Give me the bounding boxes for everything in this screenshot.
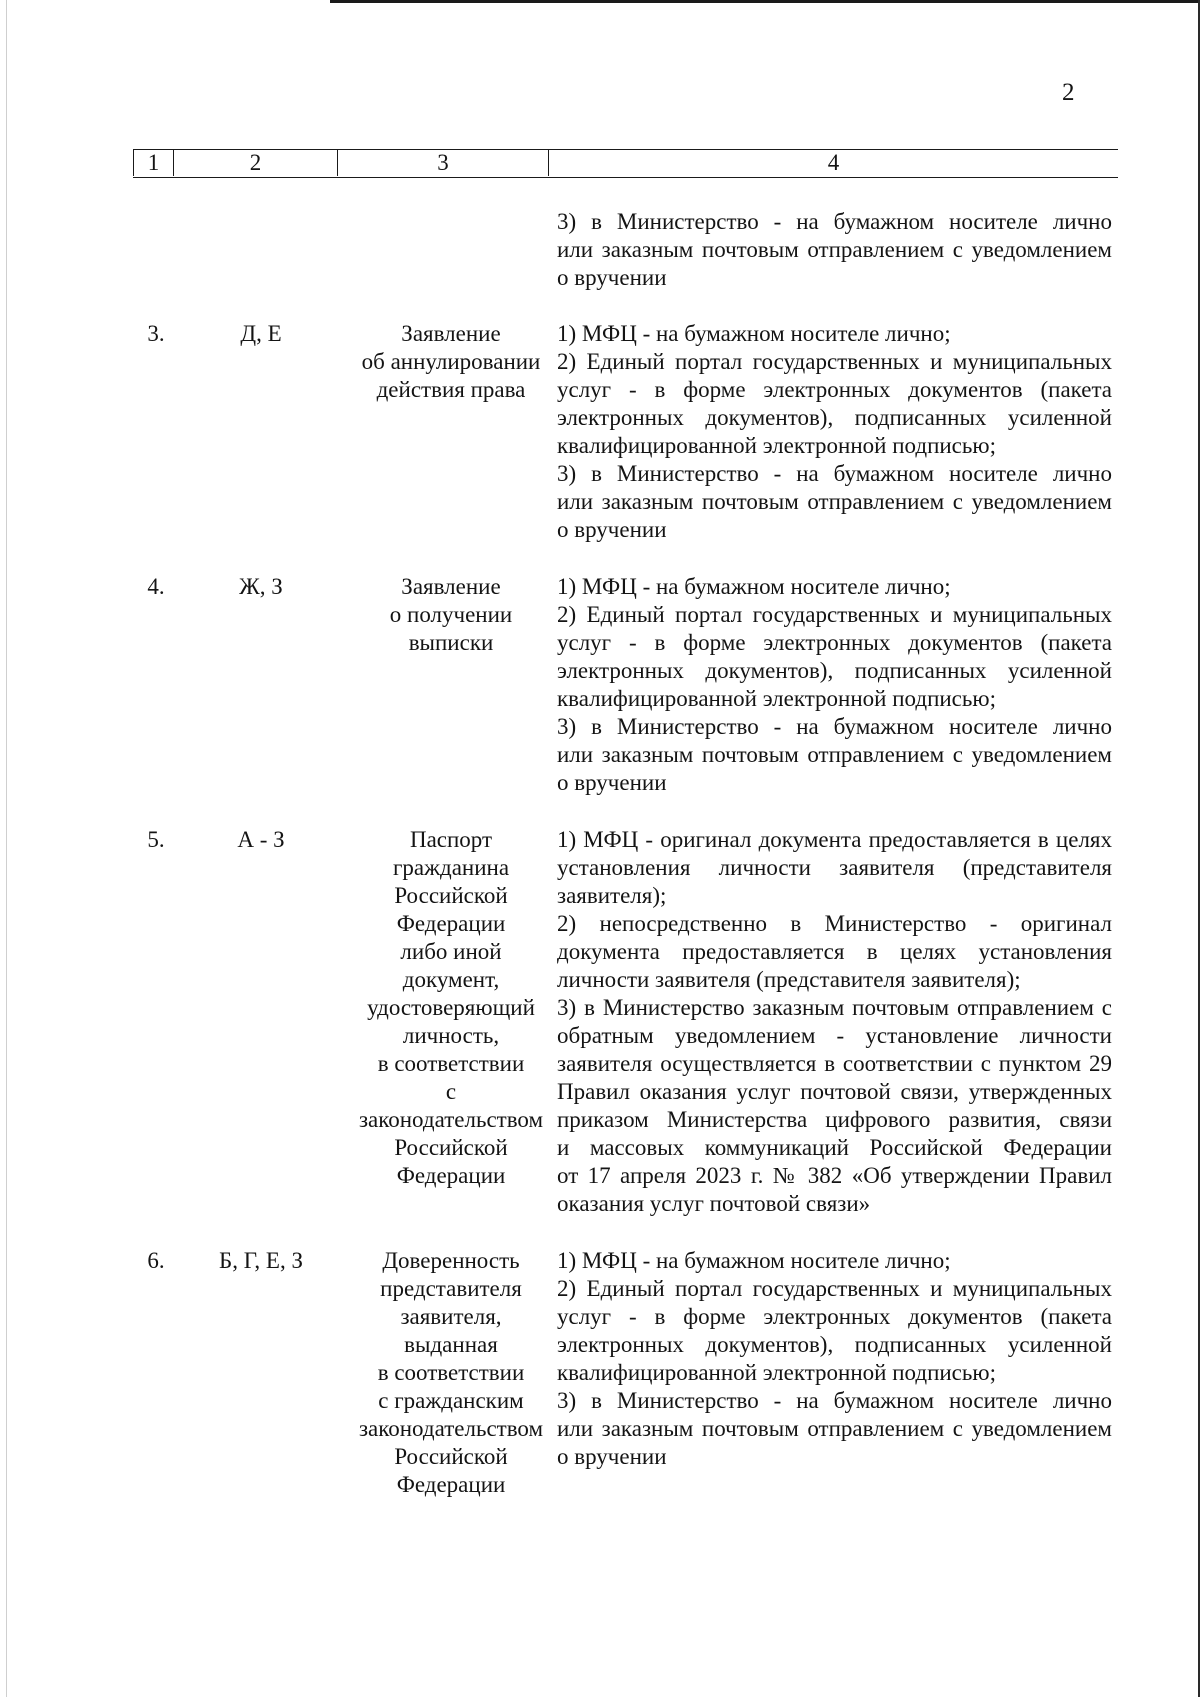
doc-line: законодательством — [358, 1416, 544, 1441]
doc-line: Заявление — [401, 321, 501, 346]
method-line: 1) МФЦ - на бумажном носителе лично; — [557, 321, 951, 346]
method-line: 2) Единый портал государственных и муниципальных — [557, 1276, 1112, 1301]
row-4-letters: Ж, З — [239, 574, 283, 599]
method-line: услуг - в форме электронных документов (пакета — [557, 1304, 1112, 1329]
method-line: квалифицированной электронной подписью; — [557, 1360, 996, 1385]
header-col-2: 2 — [173, 150, 337, 176]
row-3-number: 3. — [147, 321, 165, 346]
method-line: и массовых коммуникаций Российской Федерации — [557, 1135, 1112, 1160]
doc-line: Российской — [394, 883, 508, 908]
doc-line: документ, — [402, 967, 500, 992]
row-6-method — [557, 1247, 1112, 1471]
method-line: 3) в Министерство - на бумажном носителе лично — [557, 714, 1112, 739]
method-line: квалифицированной электронной подписью; — [557, 433, 996, 458]
doc-line: Федерации — [396, 1163, 506, 1188]
method-line: обратным уведомлением - установление личности — [557, 1023, 1112, 1048]
method-line: 1) МФЦ - на бумажном носителе лично; — [557, 574, 951, 599]
doc-line: о получении — [389, 602, 513, 627]
method-line: приказом Министерства цифрового развития, связи — [557, 1107, 1112, 1132]
method-line: 3) в Министерство заказным почтовым отправлением с — [557, 995, 1112, 1020]
row-5-method — [557, 826, 1112, 1218]
method-line: или заказным почтовым отправлением с уведомлением — [557, 489, 1112, 514]
method-line: Правил оказания услуг почтовой связи, утвержденных — [557, 1079, 1112, 1104]
doc-line: Доверенность — [382, 1248, 520, 1273]
doc-line: Российской — [394, 1135, 508, 1160]
method-line: или заказным почтовым отправлением с уведомлением — [557, 742, 1112, 767]
method-line: услуг - в форме электронных документов (пакета — [557, 377, 1112, 402]
doc-line: Федерации — [396, 911, 506, 936]
doc-line: представителя — [380, 1276, 522, 1301]
doc-line: выписки — [408, 630, 494, 655]
method-line: электронных документов), подписанных усиленной — [557, 1332, 1112, 1357]
method-line: электронных документов), подписанных усиленной — [557, 405, 1112, 430]
method-line: о вручении — [557, 1444, 667, 1469]
doc-line: удостоверяющий — [367, 995, 535, 1020]
doc-line: с — [445, 1079, 457, 1104]
method-line: заявителя осуществляется в соответствии с пунктом 29 — [557, 1051, 1112, 1076]
doc-line: Заявление — [401, 574, 501, 599]
method-line: 1) МФЦ - на бумажном носителе лично; — [557, 1248, 951, 1273]
doc-line: с гражданским — [378, 1388, 524, 1413]
row-3-letters: Д, Е — [240, 321, 282, 346]
scan-edge-left — [6, 0, 7, 1697]
method-line: 2) непосредственно в Министерство - оригинал — [557, 911, 1112, 936]
method-line: оказания услуг почтовой связи» — [557, 1191, 871, 1216]
method-line: 3) в Министерство - на бумажном носителе лично — [557, 1388, 1112, 1413]
row-5-document — [355, 826, 547, 1190]
header-col-4: 4 — [548, 150, 1118, 176]
doc-line: Паспорт — [409, 827, 493, 852]
row-4-document — [355, 573, 547, 657]
method-line: услуг - в форме электронных документов (пакета — [557, 630, 1112, 655]
row-4-method — [557, 573, 1112, 797]
method-line: электронных документов), подписанных усиленной — [557, 658, 1112, 683]
row-6-letters: Б, Г, Е, З — [219, 1248, 303, 1273]
header-col-3: 3 — [337, 150, 548, 176]
method-line: 1) МФЦ - оригинал документа предоставляется в целях — [557, 827, 1112, 852]
row-3-document — [355, 320, 547, 404]
method-line: 3) в Министерство - на бумажном носителе лично — [557, 209, 1112, 234]
scan-edge-top — [330, 0, 1200, 3]
table-header — [133, 149, 1118, 178]
row-5-number: 5. — [147, 827, 165, 852]
row-4-number: 4. — [147, 574, 165, 599]
method-line: личности заявителя (представителя заявителя); — [557, 967, 1021, 992]
doc-line: гражданина — [392, 855, 510, 880]
method-line: 3) в Министерство - на бумажном носителе лично — [557, 461, 1112, 486]
doc-line: личность, — [402, 1023, 500, 1048]
method-line: 2) Единый портал государственных и муниципальных — [557, 602, 1112, 627]
doc-line: выданная — [404, 1332, 498, 1357]
method-line: или заказным почтовым отправлением с уведомлением — [557, 1416, 1112, 1441]
method-line: заявителя); — [557, 883, 667, 908]
doc-line: в соответствии — [377, 1360, 525, 1385]
doc-line: заявителя, — [400, 1304, 502, 1329]
row-5-letters: А - З — [237, 827, 285, 852]
row-3-method — [557, 320, 1112, 544]
method-line: документа предоставляется в целях установления — [557, 939, 1112, 964]
method-line: установления личности заявителя (представителя — [557, 855, 1112, 880]
doc-line: об аннулировании — [361, 349, 541, 374]
method-line: от 17 апреля 2023 г. № 382 «Об утверждении Правил — [557, 1163, 1112, 1188]
row-6-number: 6. — [147, 1248, 165, 1273]
row-6-document — [355, 1247, 547, 1499]
doc-line: Российской — [394, 1444, 508, 1469]
method-line: 2) Единый портал государственных и муниципальных — [557, 349, 1112, 374]
doc-line: Федерации — [396, 1472, 506, 1497]
doc-line: законодательством — [358, 1107, 544, 1132]
doc-line: в соответствии — [377, 1051, 525, 1076]
continuation-method — [557, 208, 1112, 292]
method-line: о вручении — [557, 265, 667, 290]
page-number: 2 — [1062, 79, 1075, 106]
method-line: квалифицированной электронной подписью; — [557, 686, 996, 711]
doc-line: либо иной — [400, 939, 502, 964]
method-line: о вручении — [557, 770, 667, 795]
header-col-1: 1 — [133, 150, 173, 176]
method-line: или заказным почтовым отправлением с уведомлением — [557, 237, 1112, 262]
doc-line: действия права — [376, 377, 526, 402]
method-line: о вручении — [557, 517, 667, 542]
